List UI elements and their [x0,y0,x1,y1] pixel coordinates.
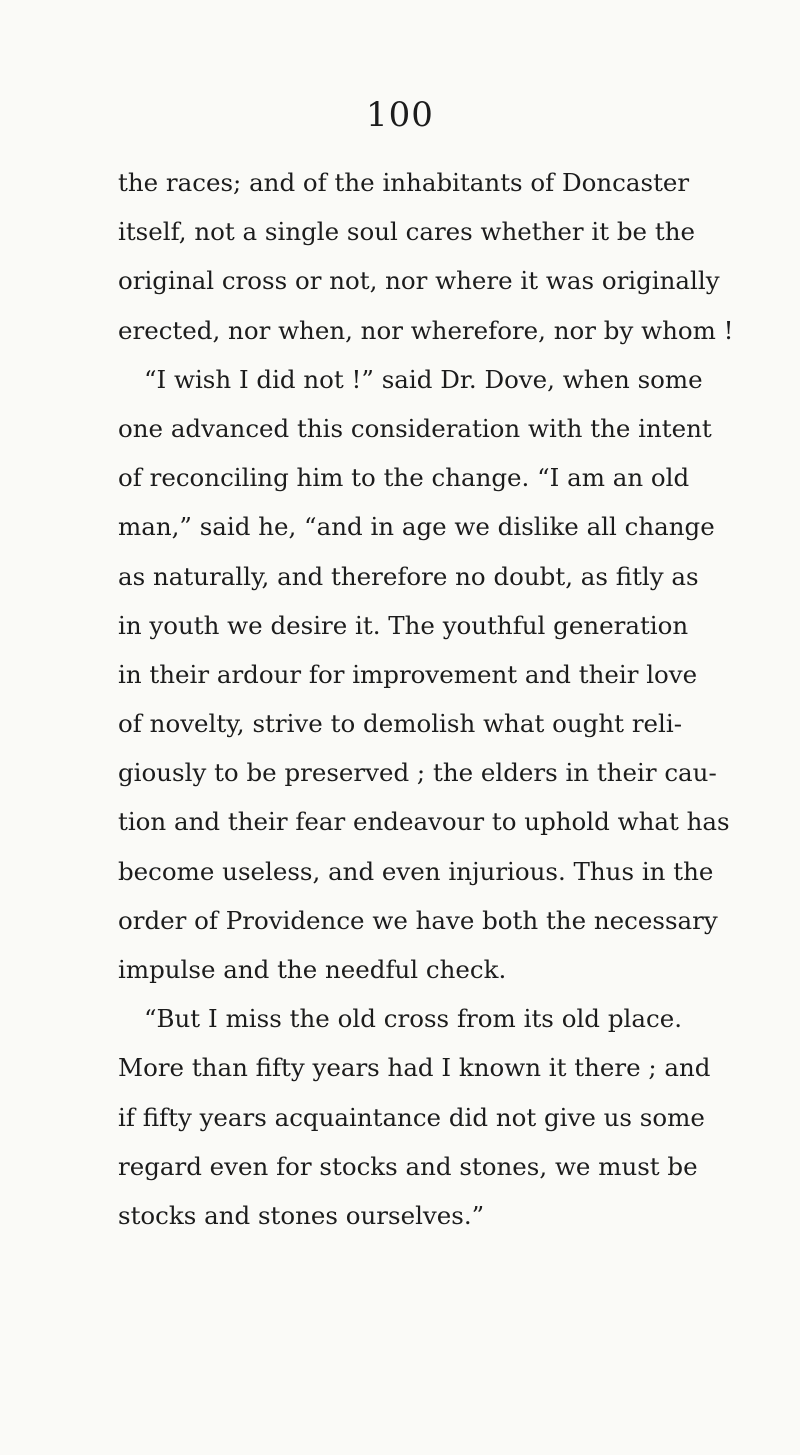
text-body [118,158,734,1240]
text-line: itself, not a single soul cares whether it be the [118,217,695,247]
text-line: erected, nor when, nor wherefore, nor by whom ! [118,315,734,345]
text-line: of reconciling him to the change. “I am an old [118,463,690,493]
text-line: become useless, and even injurious. Thus in the [118,856,714,886]
text-line: in their ardour for improvement and their love [118,659,698,689]
text-line: tion and their fear endeavour to uphold what has [118,807,730,837]
text-line: giously to be preserved ; the elders in their cau- [118,758,717,788]
text-line: as naturally, and therefore no doubt, as fitly as [118,561,699,591]
text-line: regard even for stocks and stones, we must be [118,1151,698,1181]
text-line: one advanced this consideration with the intent [118,413,712,443]
text-line: “But I miss the old cross from its old place. [144,1004,682,1034]
text-line: impulse and the needful check. [118,955,507,984]
text-line: of novelty, strive to demolish what ought reli- [118,709,682,739]
text-line: the races; and of the inhabitants of Doncaster [118,168,690,197]
text-line: order of Providence we have both the necessary [118,905,718,935]
text-line: man,” said he, “and in age we dislike all change [118,512,715,542]
text-line: More than fifty years had I known it there ; and [118,1053,711,1083]
page-number: 100 [366,95,434,135]
text-line: stocks and stones ourselves.” [118,1200,485,1230]
text-line: in youth we desire it. The youthful generation [118,610,689,640]
text-line: original cross or not, nor where it was originally [118,266,720,296]
text-line: “I wish I did not !” said Dr. Dove, when some [144,364,703,394]
text-line: if fifty years acquaintance did not give us some [118,1102,705,1132]
